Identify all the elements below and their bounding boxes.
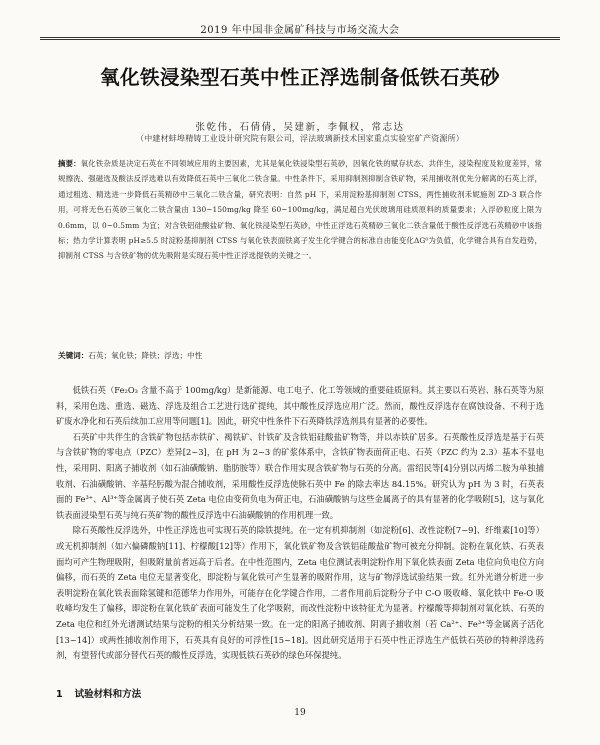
- abstract: [58, 156, 542, 264]
- header-rule-bottom: [40, 39, 560, 40]
- author-list: 张乾伟，石倩倩，吴建新，李佩权，常志达: [195, 122, 405, 133]
- abstract-label: 摘要：: [58, 159, 81, 168]
- abstract-text: 氧化铁杂质是决定石英在不同领域应用的主要因素，尤其是氧化铁浸染型石英砂，因氧化铁的赋存状态、共伴生，浸染程度及粒度差异，常规擦洗、强磁选及酸法反浮选难以有效降低石英中三氧化二铁含量。中性条件下，采用抑制剂抑制含铁矿物，采用捕收剂优先分解离的石英上浮，通过粗选、精选进一步降低石英精砂中三氧化二铁含量，研究表明：自然 pH 下，采用淀粉基抑制剂 CTSS、两性捕收剂禾妮施剂 ZD-3 联合作用，可将无色石英砂三氧化二铁含量由 130~150mg/kg 降至 60~100mg/kg，满足超白光伏玻璃用硅质原料的质量要求；入浮砂粒度上限为 0.6mm，以 0~0.5mm 为宜；对含铁铝硅酸盐矿物、氧化铁浸染型石英砂，中性正浮选石英精砂三氧化二铁含量低于酸性反浮选石英精砂中该指标；热力学计算表明 pH≥5.5 时淀粉基抑制剂 CTSS 与氧化铁表面铁离子发生化学键合的标准自由能变化ΔG⁰为负值，化学键合具有自发趋势，抑制剂 CTSS 与含铁矿物的优先吸附是实现石英中性正浮选提铁的关键之一。: [58, 159, 542, 261]
- affiliation: （中建材蚌埠精铸工业设计研究院有限公司，浮法玻璃新技术国家重点实验室矿产资源所）: [136, 134, 464, 143]
- section-title: 试验材料和方法: [74, 689, 142, 700]
- paper-title: 氧化铁浸染型石英中性正浮选制备低铁石英砂: [99, 66, 500, 89]
- paragraph: 除石英酸性反浮选外，中性正浮选也可实现石英的除铁提纯。在一定有机抑制剂（如淀粉[6]、改性淀粉[7~9]、纤维素[10]等）或无机抑制剂（如六偏磷酸钠[11]、柠檬酸[12]等）作用下，氧化铁矿物及含铁铝硅酸盐矿物可被充分抑制。淀粉在氧化铁、石英表面均可产生物理吸附，但吸附量前者远高于后者。在中性范围内，Zeta 电位测试表明淀粉作用下氧化铁表面 Zeta 电位向负电位方向偏移，而石英的 Zeta 电位无显著变化，即淀粉与氧化铁可产生显著的吸附作用，这与矿物浮选试验结果一致。红外光谱分析进一步表明淀粉在氧化铁表面除氢键和范德华力作用外，可能存在化学键合作用，二者作用前后淀粉分子中 C-O 吸收峰、氧化铁中 Fe-O 吸收峰均发生了偏移，即淀粉在氧化铁矿表面可能发生了化学吸附，而改性淀粉中该特征尤为显著。柠檬酸等抑制剂对氧化铁、石英的 Zeta 电位和红外光谱测试结果与淀粉的相关分析结果一致。在一定的阳离子捕收剂、阴离子捕收剂（若 Ca²⁺、Fe³⁺等金属离子活化[13~14]）或两性捕收剂作用下，石英具有良好的可浮性[15~18]。因此研究适用于石英中性正浮选生产低铁石英砂的特种浮选药剂，有望替代或部分替代石英的酸性反浮选，实现低铁石英砂的绿色环保提纯。: [56, 525, 544, 661]
- section-heading: [56, 686, 356, 700]
- keywords-text: 石英；氧化铁；降铁；浮选；中性: [88, 351, 203, 360]
- keywords-label: 关键词：: [58, 351, 89, 360]
- keywords: [58, 350, 542, 361]
- header-rule-top: [40, 37, 560, 38]
- conference-header: 2019 年中国非金属矿科技与市场交流大会: [200, 25, 400, 36]
- body-text: [56, 383, 544, 664]
- page-number: 19: [294, 708, 306, 718]
- paragraph: 石英矿中共伴生的含铁矿物包括赤铁矿、褐铁矿、针铁矿及含铁铝硅酸盐矿物等，并以赤铁矿居多。石英酸性反浮选是基于石英与含铁矿物的零电点（PZC）差异[2~3]，在 pH 为 2~3 的矿浆体系中，含铁矿物表面荷正电、石英（PZC 约为 2.3）基本不显电性，采用阴、阳离子捕收剂（如石油磺酸钠、脂肪胺等）联合作用实现含铁矿物与石英的分离。雷绍民等[4]分别以丙烯二胺为单独捕收剂、石油磺酸钠、辛基羟肟酸为混合捕收剂，采用酸性反浮选使脉石英中 Fe 的除去率达 84.15%。研究认为 pH 为 3 时，石英表面的 Fe³⁺、Al³⁺等金属离子使石英 Zeta 电位由变荷负电为荷正电，石油磺酸钠与这些金属离子的具有显著的化学吸附[5]，这与氧化铁表面浸染型石英与纯石英矿物的酸性反浮选中石油磺酸钠的作用机理一致。: [56, 431, 544, 520]
- section-number: 1: [56, 689, 63, 700]
- paragraph: 低铁石英（Fe₂O₃ 含量不高于 100mg/kg）是新能源、电工电子、化工等领域的重要硅质原料。其主要以石英岩、脉石英等为原料，采用色选、重选、磁选、浮选及组合工艺进行选矿提纯，其中酸性反浮选应用广泛。然而，酸性反浮选存在腐蚀设备、不利于选矿废水净化和石英后续加工应用等问题[1]。因此，研究中性条件下石英降铁浮选剂具有显著的必要性。: [56, 385, 544, 427]
